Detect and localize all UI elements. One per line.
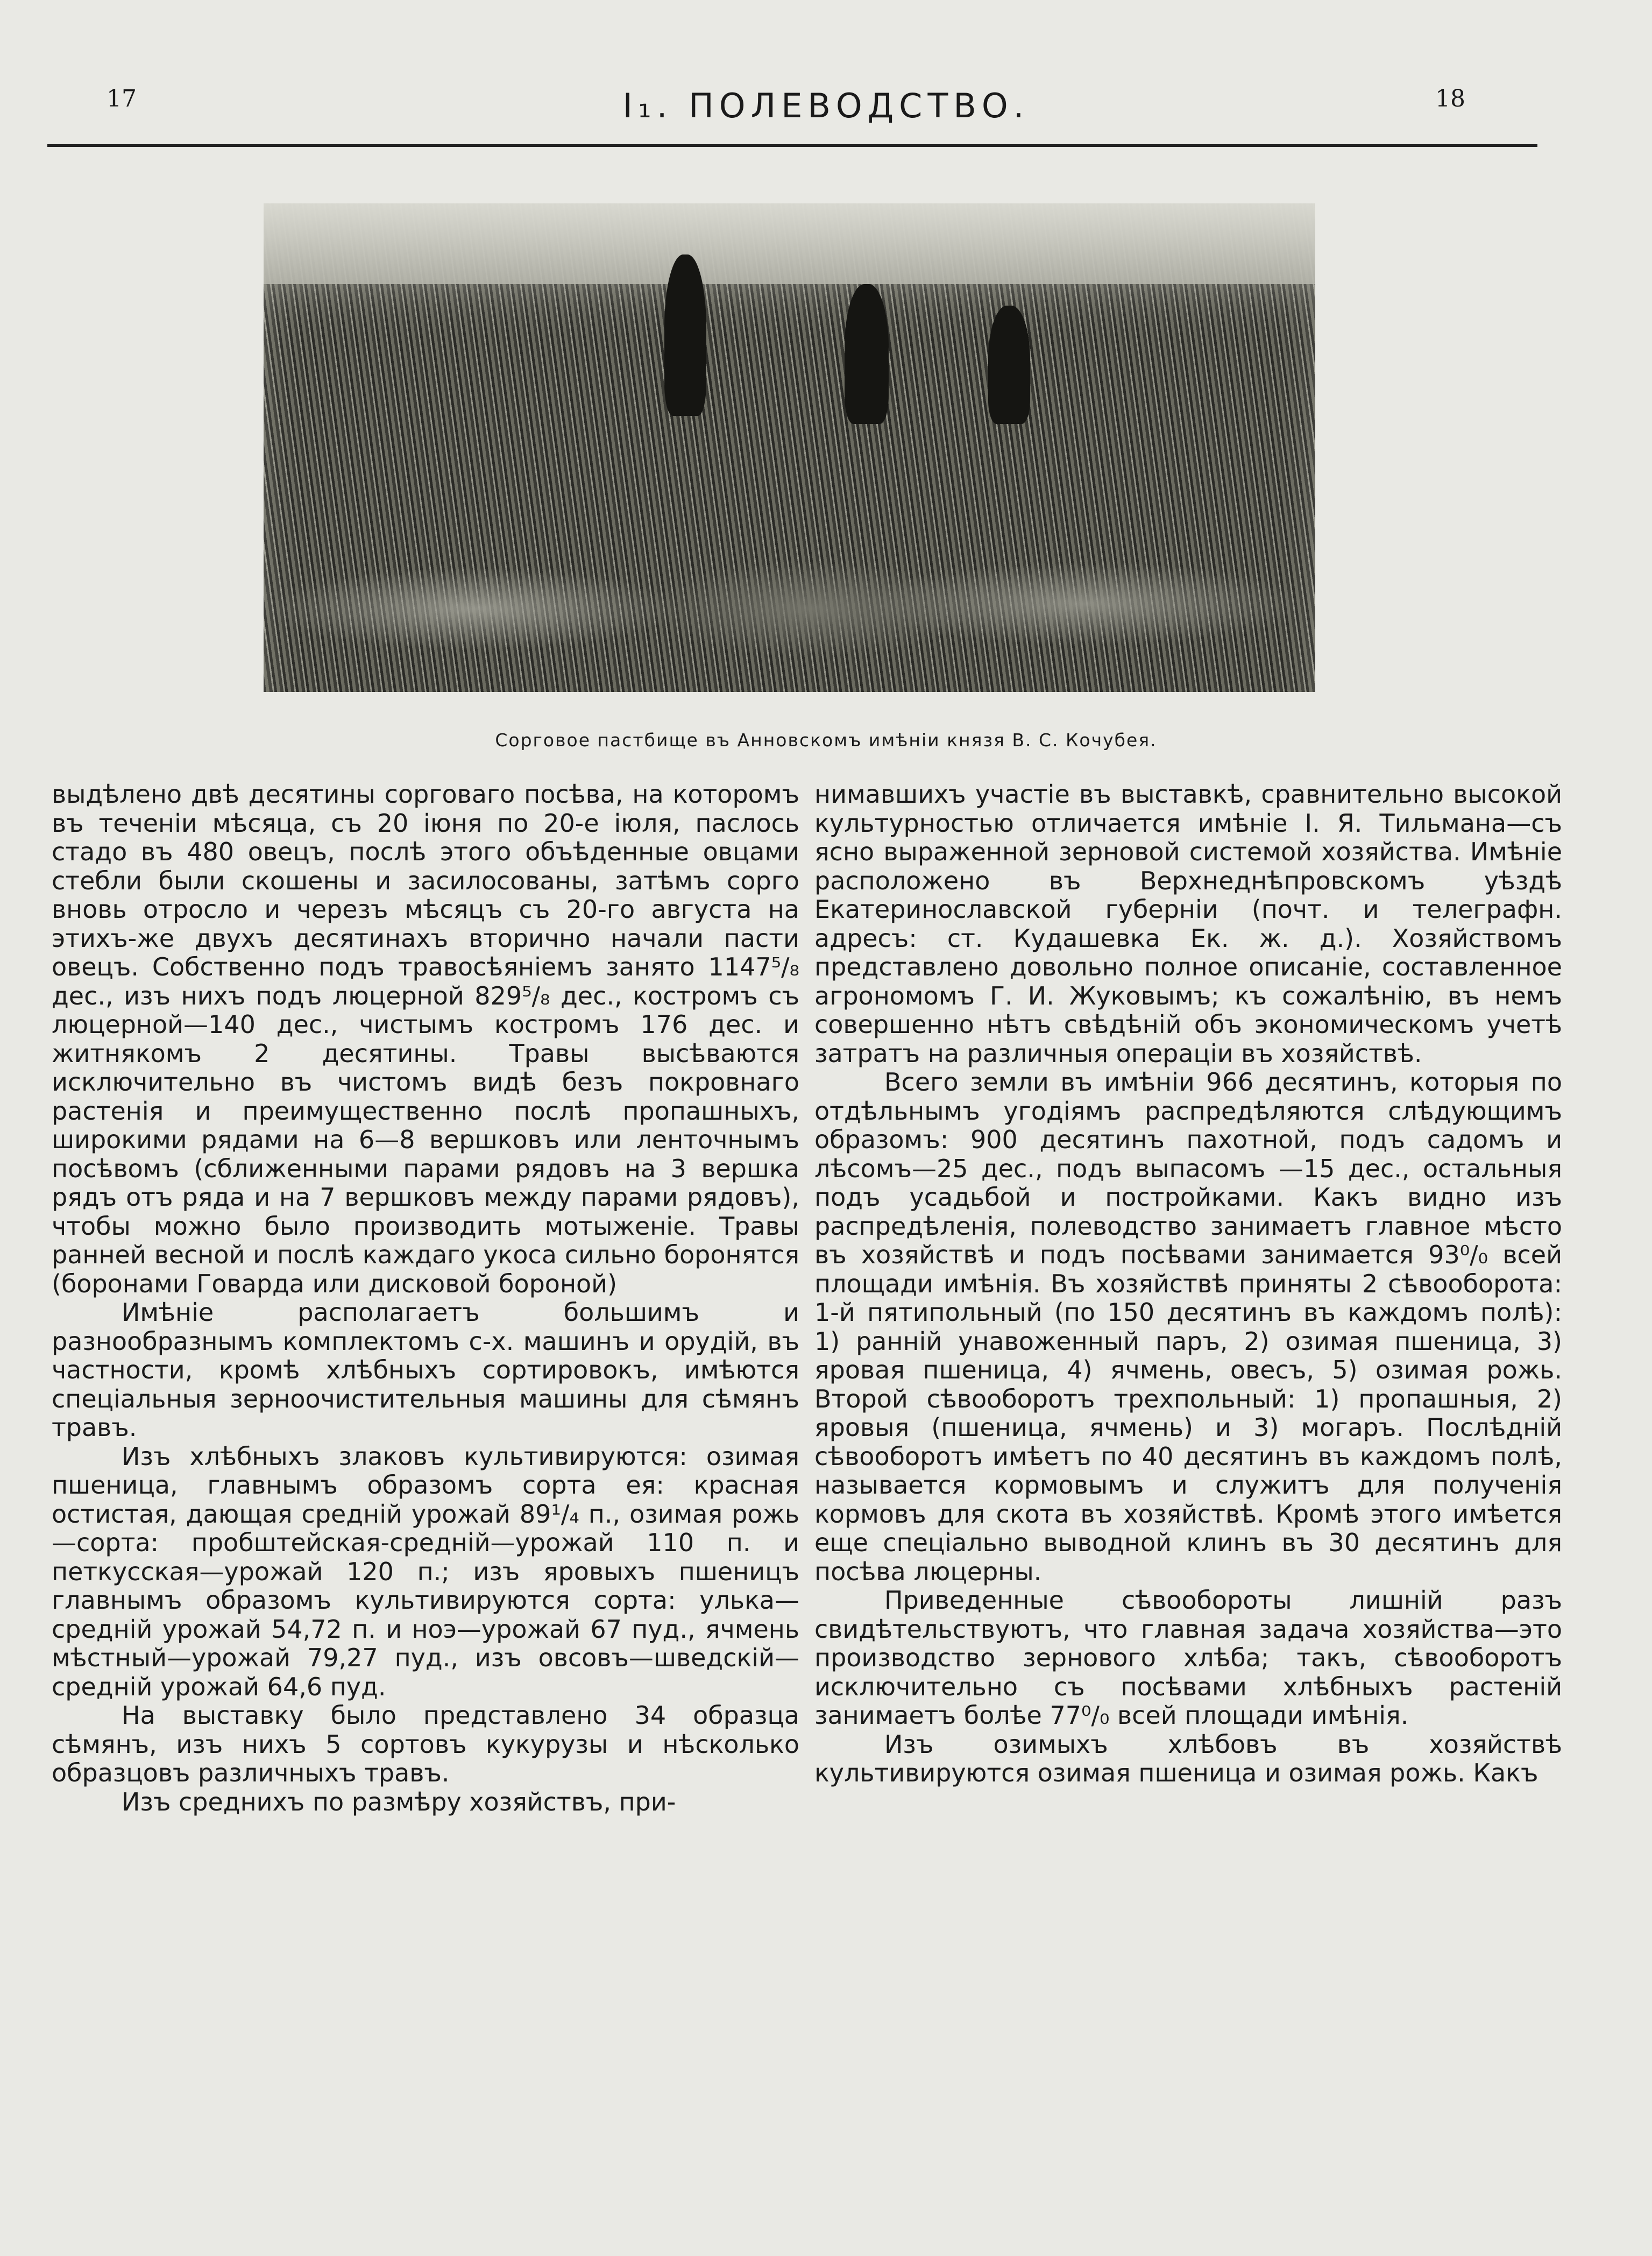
paragraph: Изъ хлѣбныхъ злаковъ культивируются: озимая пшеница, главнымъ образомъ сорта ея: красная остистая, дающая средній урожай 89¹/₄ п., озимая рожь—сорта: пробштейская-средній—урожай 110 п. и петкусская—урожай 120 п.; изъ яровыхъ пшеницъ главнымъ образомъ культивируются сорта: улька—средній урожай 54,72 п. и ноэ—урожай 67 пуд., ячмень мѣстный—урожай 79,27 пуд., изъ овсовъ—шведскій—средній урожай 64,6 пуд. (52, 1441, 799, 1701)
page-number-left: 17 (107, 85, 137, 112)
left-column (52, 780, 799, 1816)
paragraph: На выставку было представлено 34 образца сѣмянъ, изъ нихъ 5 сортовъ кукурузы и нѣсколько образцовъ различныхъ травъ. (52, 1701, 799, 1787)
right-column (814, 780, 1562, 1788)
paragraph: Изъ озимыхъ хлѣбовъ въ хозяйствѣ культивируются озимая пшеница и озимая рожь. Какъ (814, 1729, 1562, 1787)
paragraph: Имѣніе располагаетъ большимъ и разнообразнымъ комплектомъ с-х. машинъ и орудій, въ частности, кромѣ хлѣбныхъ сортировокъ, имѣются спеціальныя зерноочистительныя машины для сѣмянъ травъ. (52, 1298, 799, 1442)
paragraph: выдѣлено двѣ десятины сорговаго посѣва, на которомъ въ теченіи мѣсяца, съ 20 іюня по 20-е іюля, паслось стадо въ 480 овецъ, послѣ этого объѣденные овцами стебли были скошены и засилосованы, затѣмъ сорго вновь отросло и черезъ мѣсяцъ съ 20-го августа на этихъ-же двухъ десятинахъ вторично начали пасти овецъ. Собственно подъ травосѣяніемъ занято 1147⁵/₈ дес., изъ нихъ подъ люцерной 829⁵/₈ дес., костромъ съ люцерной—140 дес., чистымъ костромъ 176 дес. и житнякомъ 2 десятины. Травы высѣваются исключительно въ чистомъ видѣ безъ покровнаго растенія и преимущественно послѣ пропашныхъ, широкими рядами на 6—8 вершковъ или ленточнымъ посѣвомъ (сближенными парами рядовъ на 3 вершка рядъ отъ ряда и на 7 вершковъ между парами рядовъ), чтобы можно было производить мотыженіе. Травы ранней весной и послѣ каждаго укоса сильно боронятся (боронами Говарда или дисковой бороной) (52, 780, 799, 1298)
running-head: I₁. ПОЛЕВОДСТВО. (622, 86, 1030, 125)
paragraph: Приведенные сѣвообороты лишній разъ свидѣтельствуютъ, что главная задача хозяйства—это производство зернового хлѣба; такъ, сѣвооборотъ исключительно съ посѣвами хлѣбныхъ растеній занимаетъ болѣе 77⁰/₀ всей площади имѣнія. (814, 1586, 1562, 1730)
page-number-right: 18 (1435, 85, 1465, 112)
shepherd-figure (664, 254, 706, 416)
man-figure (988, 306, 1030, 424)
photo-sky (264, 203, 1315, 284)
man-figure (845, 284, 889, 424)
paragraph: Всего земли въ имѣніи 966 десятинъ, которыя по отдѣльнымъ угодіямъ распредѣляются слѣдующимъ образомъ: 900 десятинъ пахотной, подъ садомъ и лѣсомъ—25 дес., подъ выпасомъ —15 дес., остальныя подъ усадьбой и постройками. Какъ видно изъ распредѣленія, полеводство занимаетъ главное мѣсто въ хозяйствѣ и подъ посѣвами занимается 93⁰/₀ всей площади имѣнія. Въ хозяйствѣ приняты 2 сѣвооборота: 1-й пятипольный (по 150 десятинъ въ каждомъ полѣ): 1) ранній унавоженный паръ, 2) озимая пшеница, 3) яровая пшеница, 4) ячмень, овесъ, 5) озимая рожь. Второй сѣвооборотъ трехпольный: 1) пропашныя, 2) яровыя (пшеница, ячмень) и 3) могаръ. Послѣдній сѣвооборотъ имѣетъ по 40 десятинъ въ каждомъ полѣ, называется кормовымъ и служитъ для полученія кормовъ для скота въ хозяйствѣ. Кромѣ этого имѣется еще спеціально выводной клинъ въ 30 десятинъ для посѣва люцерны. (814, 1067, 1562, 1586)
paragraph: нимавшихъ участіе въ выставкѣ, сравнительно высокой культурностью отличается имѣніе I. Я. Тильмана—съ ясно выраженной зерновой системой хозяйства. Имѣніе расположено въ Верхнеднѣпровскомъ уѣздѣ Екатеринославской губерніи (почт. и телеграфн. адресъ: ст. Кудашевка Ек. ж. д.). Хозяйствомъ представлено довольно полное описаніе, составленное агрономомъ Г. И. Жуковымъ; къ сожалѣнію, въ немъ совершенно нѣтъ свѣдѣній объ экономическомъ учетѣ затратъ на различныя операціи въ хозяйствѣ. (814, 780, 1562, 1068)
sorghum-pasture-photo (264, 203, 1315, 692)
paragraph: Изъ среднихъ по размѣру хозяйствъ, при- (122, 1787, 676, 1816)
header-rule (47, 144, 1537, 147)
photo-caption: Сорговое пастбище въ Анновскомъ имѣніи князя В. С. Кочубея. (495, 730, 1157, 751)
